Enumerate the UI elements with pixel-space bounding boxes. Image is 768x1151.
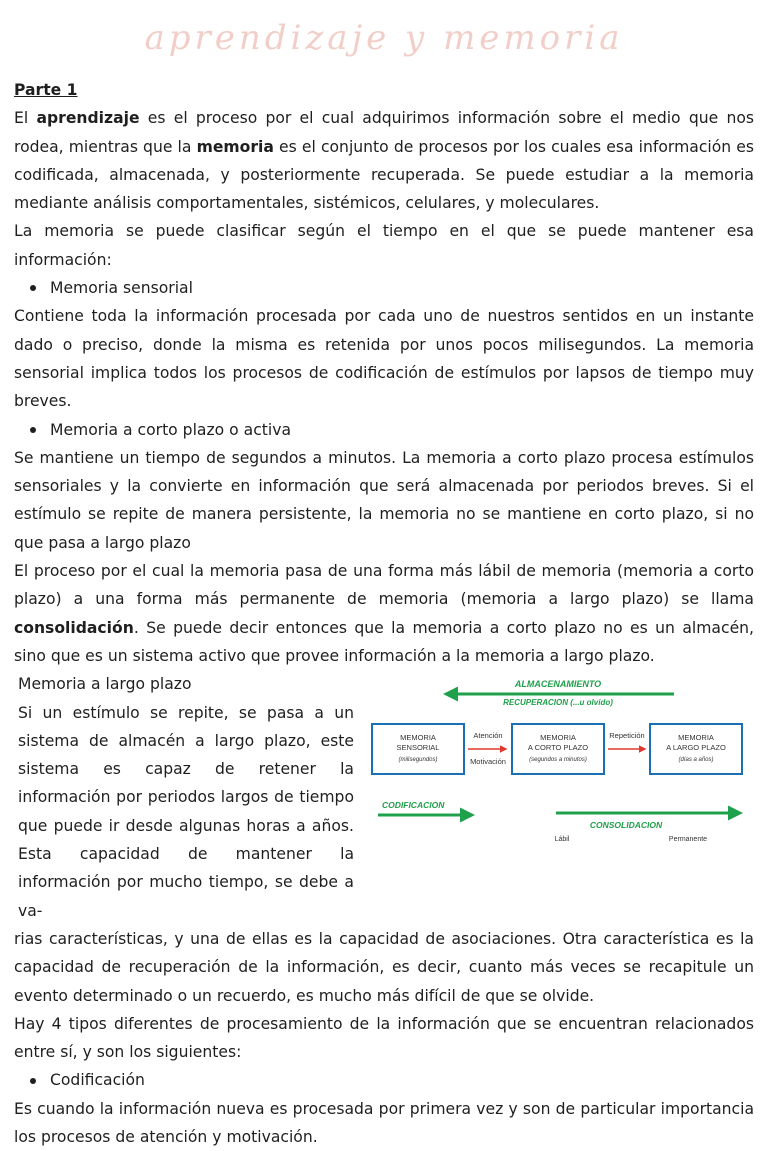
label-recuperacion: RECUPERACION (...u olvido) [503,698,613,708]
box-largo-line2: A LARGO PLAZO [666,743,726,753]
bullet-label: Codificación [50,1071,145,1090]
largo-plazo-section [14,670,754,925]
label-almacenamiento: ALMACENAMIENTO [514,679,602,690]
bullet-label: Memoria a corto plazo o activa [50,420,292,439]
bullet-label: Memoria sensorial [50,279,193,298]
box-largo-line1: MEMORIA [678,733,714,743]
term-memoria: memoria [196,137,274,156]
bullet-dot [30,285,36,291]
bullet-dot [30,1078,36,1084]
box-corto-line1: MEMORIA [540,733,576,743]
bullet-corto-plazo [14,416,754,444]
box-largo-line3: (días a años) [678,757,714,764]
box-sensorial-line2: SENSORIAL [396,743,440,753]
cons-text-a: El proceso por el cual la memoria pasa de una forma más lábil de memoria (memoria a corto plazo) a una forma más permanente de memoria (memoria a largo plazo) se llama [14,562,754,609]
box-sensorial-line3: (milisegundos) [398,757,438,764]
corto-paragraph: Se mantiene un tiempo de segundos a minutos. La memoria a corto plazo procesa estímulos sensoriales y la convierte en información que será almacenada por periodos breves. Si el estímulo se repite de manera persistente, la memoria no se mantiene en corto plazo, si no que pasa a largo plazo [14,448,754,552]
box-corto-line2: A CORTO PLAZO [527,743,589,753]
term-aprendizaje: aprendizaje [36,109,140,128]
page-title: aprendizaje y memoria [144,18,624,58]
label-atencion: Atención [473,731,503,741]
largo-plazo-text: Si un estímulo se repite, se pasa a un sistema de almacén a largo plazo, este sistema es capaz de retener la información por periodos largos de tiempo que puede ir desde algunas horas a años. Esta capacidad de mantener la información por mucho tiempo, se debe a va- [18,703,354,920]
bullet-dot [30,427,36,433]
box-sensorial-line1: MEMORIA [400,733,436,743]
label-repeticion: Repetición [609,731,645,741]
label-permanente: Permanente [668,836,708,844]
procesamiento-paragraph: Hay 4 tipos diferentes de procesamiento de la información que se encuentran relacionados entre sí, y son los siguientes: [14,1014,754,1062]
codificacion-paragraph: Es cuando la información nueva es procesada por primera vez y son de particular importancia los procesos de atención y motivación. [14,1099,754,1146]
classification-paragraph: La memoria se puede clasificar según el tiempo en el que se puede mantener esa información: [14,222,754,269]
memory-diagram-svg [368,672,754,848]
intro-paragraph [14,104,754,217]
section-heading: Parte 1 [14,81,78,99]
consolidacion-paragraph [14,557,754,670]
intro-text-d: es el conjunto de procesos por los cuales esa información es codificada, almacenada, y posteriormente recuperada. Se puede estudiar a la memoria mediante análisis comportamentales, sistémicos, celulares, y moleculares. [14,137,754,213]
largo-plazo-column [14,670,354,925]
bullet-sensorial [14,274,754,302]
bullet-codificacion [14,1066,754,1094]
intro-text-c: es el proceso por el cual adquirimos información sobre el medio que nos rodea, mientras que la [14,109,754,156]
memory-diagram [368,672,754,848]
term-consolidacion: consolidación [14,618,134,637]
largo-plazo-continuation: rias características, y una de ellas es la capacidad de asociaciones. Otra característica es la capacidad de recuperación de la información, es decir, cuanto más veces se recapitule un evento determinado o un recuerdo, es mucho más difícil de que se olvide. [14,929,754,1005]
label-consolidacion: CONSOLIDACION [589,820,663,831]
label-codificacion: CODIFICACION [382,800,445,811]
intro-text-a: El [14,109,37,128]
box-corto-line3: (segundos a minutos) [529,757,587,764]
cons-text-c: . Se puede decir entonces que la memoria a corto plazo no es un almacén, sino que es un sistema activo que provee información a la memoria a largo plazo. [14,618,754,665]
largo-plazo-heading: Memoria a largo plazo [18,675,192,694]
sensorial-paragraph: Contiene toda la información procesada por cada uno de nuestros sentidos en un instante dado o preciso, donde la misma es retenida por unos pocos milisegundos. La memoria sensorial implica todos los procesos de codificación de estímulos por lapsos de tiempo muy breves. [14,307,754,411]
label-labil: Lábil [554,836,570,844]
document-body [14,76,754,1151]
label-motivacion: Motivación [470,757,506,767]
